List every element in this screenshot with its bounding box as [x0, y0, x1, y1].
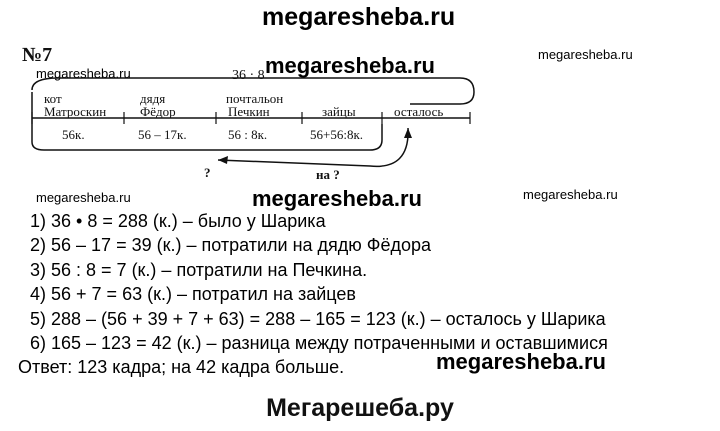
watermark-small-3: megaresheba.ru — [36, 190, 131, 205]
answer-line: Ответ: 123 кадра; на 42 кадра больше. — [18, 357, 345, 377]
watermark-small-4: megaresheba.ru — [523, 187, 618, 202]
total-expression: 36 · 8 — [232, 68, 265, 83]
segment-label-matroskin-2: Матроскин — [44, 104, 107, 119]
solution-line-1: 1) 36 • 8 = 288 (к.) – было у Шарика — [30, 211, 326, 231]
problem-number: №7 — [22, 44, 53, 66]
segment-label-zaitsy: зайцы — [322, 104, 356, 119]
segment-value-matroskin: 56к. — [62, 127, 85, 142]
watermark-mid: megaresheba.ru — [252, 186, 422, 211]
watermark-top: megaresheba.ru — [262, 3, 456, 31]
watermark-bottom-right: megaresheba.ru — [436, 349, 606, 374]
segment-value-zaitsy: 56+56:8к. — [310, 127, 364, 142]
segment-label-fedor-1: дядя — [140, 91, 166, 106]
question-left: ? — [204, 165, 211, 180]
watermark-small-2: megaresheba.ru — [538, 47, 633, 62]
segment-label-fedor-2: Фёдор — [140, 104, 176, 119]
segment-label-matroskin-1: кот — [44, 91, 62, 106]
solution-line-4: 4) 56 + 7 = 63 (к.) – потратил на зайцев — [30, 284, 356, 304]
diagram-lines — [0, 0, 720, 200]
segment-value-fedor: 56 – 17к. — [138, 127, 187, 142]
solution-line-6: 6) 165 – 123 = 42 (к.) – разница между потраченными и оставшимися — [30, 333, 608, 353]
watermark-small-1: megaresheba.ru — [36, 66, 131, 81]
question-bottom: на ? — [316, 167, 340, 182]
footer-site-name: Мегарешеба.ру — [266, 394, 454, 422]
watermark-diagram: megaresheba.ru — [265, 53, 435, 78]
segment-label-pechkin-1: почтальон — [226, 91, 284, 106]
solution-line-2: 2) 56 – 17 = 39 (к.) – потратили на дядю Фёдора — [30, 235, 432, 255]
segment-label-ostalos: осталось — [394, 104, 444, 119]
solution-line-5: 5) 288 – (56 + 39 + 7 + 63) = 288 – 165 = 123 (к.) – осталось у Шарика — [30, 309, 606, 329]
segment-value-pechkin: 56 : 8к. — [228, 127, 268, 142]
solution-line-3: 3) 56 : 8 = 7 (к.) – потратили на Печкина. — [30, 260, 368, 280]
segment-label-pechkin-2: Печкин — [228, 104, 270, 119]
